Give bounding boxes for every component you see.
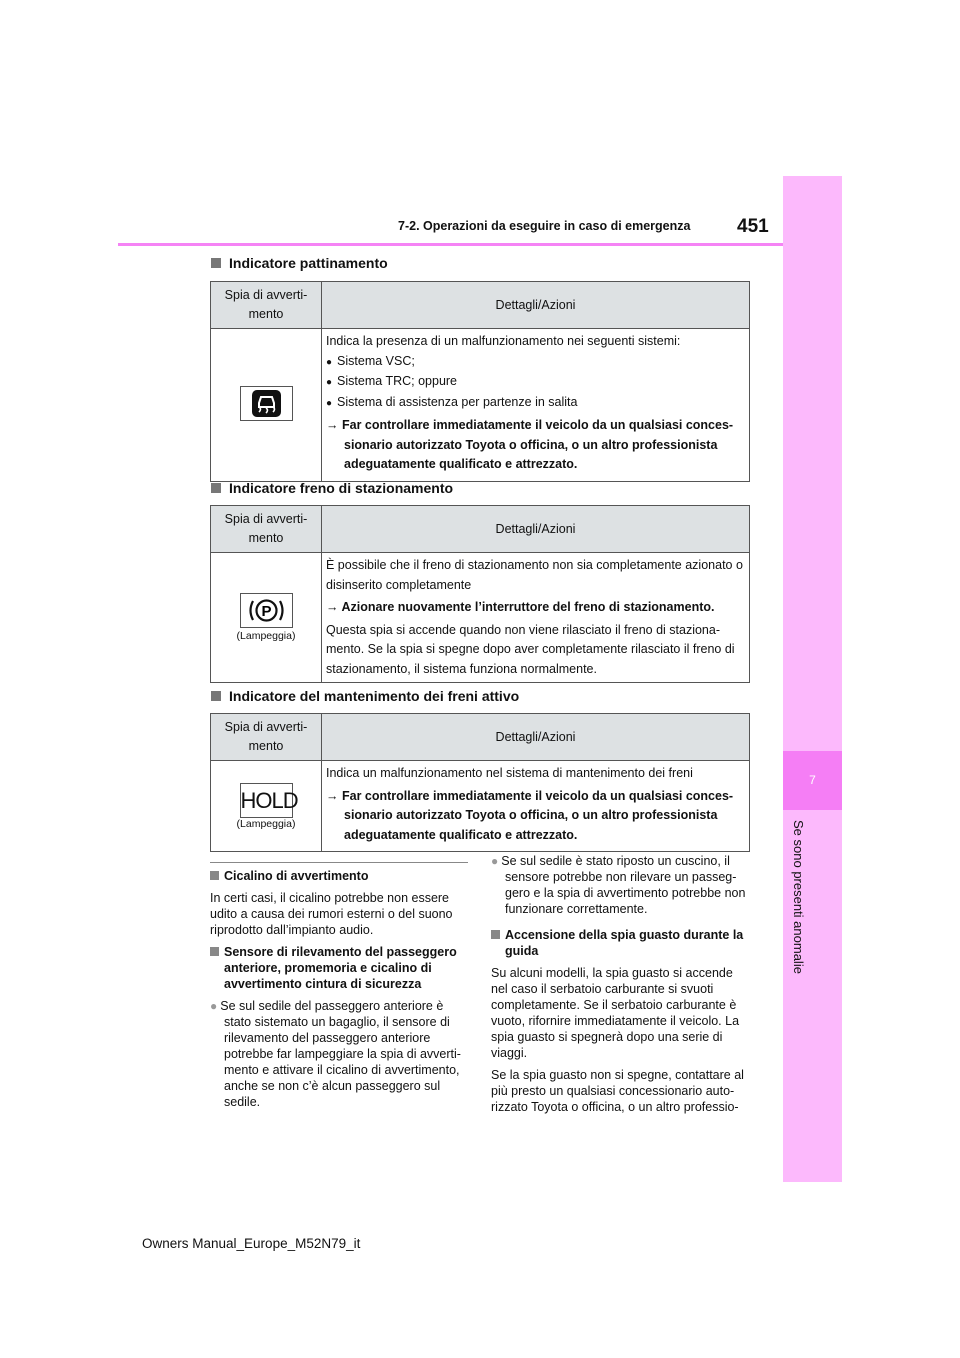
action-text: Far controllare immediatamente il veicolo da un qualsiasi conces-sionario autorizzato Toyota o officina, o un altro professionista adeguatamente qualificato e attrezzato.: [341, 418, 734, 471]
note-text: Se la spia guasto non si spegne, contattare al più presto un qualsiasi concessionario auto-rizzato Toyota o officina, o un altro professio-: [491, 1068, 744, 1114]
action-text: Far controllare immediatamente il veicolo da un qualsiasi conces-sionario autorizzato Toyota o officina, o un altro professionista adeguatamente qualificato e attrezzato.: [341, 788, 734, 842]
details-note: Questa spia si accende quando non viene rilasciato il freno di staziona-mento. Se la spia si spegne dopo aver completamente rilasciato il freno di stazionamento, il sistema funziona normalmente.: [326, 622, 735, 676]
notes-right-column: [491, 853, 751, 1121]
details-text: Indica la presenza di un malfunzionamento nei seguenti sistemi:: [326, 334, 681, 348]
section-title: Indicatore del mantenimento dei freni attivo: [211, 688, 519, 704]
note-heading: Cicalino di avvertimento: [210, 868, 468, 884]
note-text: In certi casi, il cicalino potrebbe non essere udito a causa dei rumori esterni o del suono riprodotto dall’impianto audio.: [210, 891, 453, 937]
chapter-title: Se sono presenti anomalie: [791, 820, 806, 974]
divider: [210, 862, 468, 863]
col-header-details: Dettagli/Azioni: [322, 714, 750, 761]
section-header: 7-2. Operazioni da eseguire in caso di emergenza: [398, 219, 691, 233]
note-heading: Accensione della spia guasto durante la guida: [491, 927, 751, 959]
page-number: 451: [737, 216, 769, 237]
list-item: ● Sistema TRC; oppure: [326, 372, 745, 393]
col-header-light: Spia di avverti-mento: [211, 506, 322, 553]
note-bullet: ● Se sul sedile è stato riposto un cuscino, il sensore potrebbe non rilevare un passeg-gero e la spia di avvertimento potrebbe non funzionare correttamente.: [491, 853, 751, 917]
parking-brake-icon: [240, 593, 293, 628]
icon-caption: (Lampeggia): [236, 630, 296, 642]
note-bullet: ● Se sul sedile del passeggero anteriore è stato sistemato un bagaglio, il sensore di rilevamento del passeggero anteriore potrebbe far lampeggiare la spia di avverti-mento e attivare il cicalino di avvertimento, anche se non c’è alcun passeggero sul sedile.: [210, 998, 468, 1110]
svg-text:P: P: [260, 603, 272, 620]
footer: Owners Manual_Europe_M52N79_it: [142, 1236, 361, 1251]
warning-table-slip: [210, 281, 750, 482]
col-header-details: Dettagli/Azioni: [322, 506, 750, 553]
warning-table-brake-hold: [210, 713, 750, 852]
details-text: È possibile che il freno di stazionamento non sia completamente azionato o disinserito completamente: [326, 558, 743, 592]
notes-left-column: [210, 868, 468, 1116]
action-text: Azionare nuovamente l’interruttore del freno di stazionamento.: [341, 600, 715, 614]
details-text: Indica un malfunzionamento nel sistema di mantenimento dei freni: [326, 766, 693, 780]
icon-caption: (Lampeggia): [236, 817, 296, 830]
section-title: Indicatore pattinamento: [211, 255, 388, 271]
note-heading: Sensore di rilevamento del passeggero anteriore, promemoria e cicalino di avvertimento cintura di sicurezza: [210, 944, 468, 992]
warning-table-parking-brake: [210, 505, 750, 683]
chapter-sidebar: [783, 176, 842, 1182]
list-item: ● Sistema di assistenza per partenze in salita: [326, 393, 745, 414]
arrow-icon: →: [326, 600, 342, 614]
slip-indicator-icon: [240, 386, 293, 421]
note-text: Su alcuni modelli, la spia guasto si accende nel caso il serbatoio carburante si svuoti completamente. Se il serbatoio carburante è vuoto, rifornire immediatamente il veicolo. La spia guasto si spegnerà dopo una serie di viaggi.: [491, 966, 740, 1060]
brake-hold-icon: HOLD: [240, 783, 293, 818]
section-title: Indicatore freno di stazionamento: [211, 480, 453, 496]
arrow-icon: →: [326, 788, 342, 803]
arrow-icon: →: [326, 418, 342, 432]
col-header-light: Spia di avverti-mento: [211, 282, 322, 329]
col-header-details: Dettagli/Azioni: [322, 282, 750, 329]
chapter-tab[interactable]: 7: [783, 751, 842, 810]
list-item: ● Sistema VSC;: [326, 352, 745, 373]
header-divider: [118, 243, 783, 246]
col-header-light: Spia di avverti-mento: [211, 714, 322, 761]
